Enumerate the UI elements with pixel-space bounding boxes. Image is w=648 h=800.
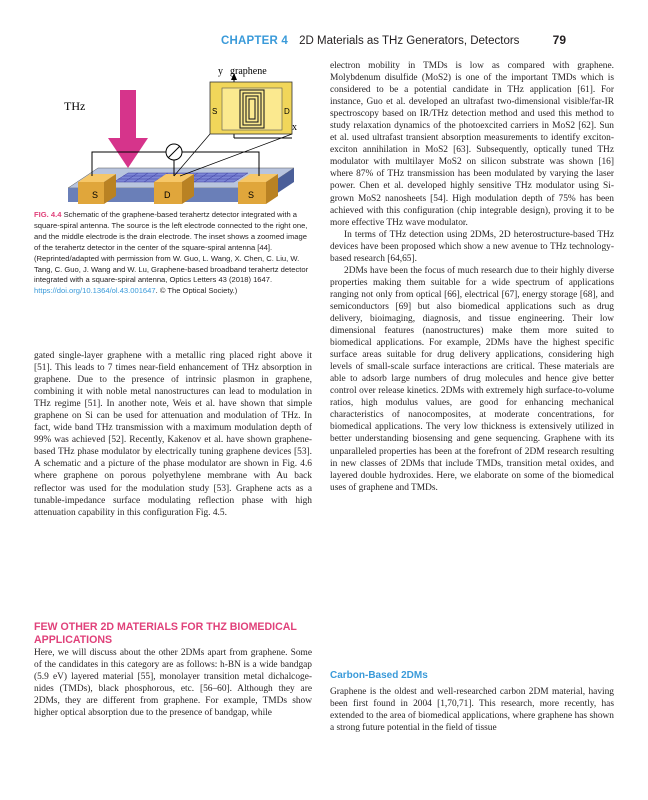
page-number: 79 [552, 33, 566, 47]
drain-label: D [164, 190, 171, 200]
right-paragraph-2: In terms of THz detection using 2DMs, 2D heterostructure-based THz devices have been proposed which show a new avenue to THz technology-based research [64,65]. [330, 229, 614, 264]
caption-end: . © The Optical Society.) [155, 286, 238, 296]
thz-label: THz [64, 99, 86, 113]
caption-doi-link[interactable]: https://doi.org/10.1364/ol.43.001647 [34, 286, 156, 296]
figure-label: FIG. 4.4 [34, 210, 62, 219]
x-axis-label: x [292, 122, 297, 133]
right-column-body-2 [330, 686, 614, 734]
running-header [221, 33, 566, 47]
y-axis-label: y [218, 66, 223, 77]
chapter-label: CHAPTER 4 [220, 35, 288, 47]
caption-text: Schematic of the graphene-based terahertz detector integrated with a square-spiral antenna. The source is the left electrode connected to the right one, and the middle electrode is the drain electrode. The inset shows a zoomed image of the terahertz detector in the center of the square-spiral antenna [44]. (Reprinted/adapted with permission from W. Guo, L. Wang, X. Chen, C. Liu, W. Tang, C. Guo, J. Wang and W. Lu, Graphene-based broadband terahertz detector integrated with a square-spiral antenna, Optics Letters 43 (2018) 1647. [34, 210, 309, 285]
drain-electrode-middle [154, 174, 194, 204]
right-column-body [330, 60, 614, 494]
left-column-body [34, 350, 312, 519]
inset-zoom [210, 66, 297, 138]
thz-arrow-shaft [120, 90, 136, 142]
left-paragraph-1: gated single-layer graphene with a metallic ring placed right above it [51]. This leads to 7 times near-field enhancement of THz absorption in graphene. Due to the presence of intrinsic plasmon in graphene, combining it with noble metal nanostructures can lead to modulation in THz regime [51]. In another note, Weis et al. have shown that simple graphene on Si can be used for attenuation and modulation of THz. In fact, wide band THz transmission with a maximum modulation depth of 99% was achieved [52]. Recently, Kakenov et al. have shown graphene-based THz phase modulator by electrically tuning graphene devices [53]. A schematic and a picture of the phase modulator are shown in Fig. 4.6 where graphene on porous polyethylene membrane with Au back reflector was used for the modulation study [53]. Graphene acts as a tunable-impedance surface modulating reflection phase with high attenuation capability in this configuration Fig. 4.5. [34, 351, 312, 518]
thz-arrow-head [108, 138, 148, 168]
section-heading: FEW OTHER 2D MATERIALS FOR THZ BIOMEDICAL APPLICATIONS [34, 621, 297, 646]
left-paragraph-2: Here, we will discuss about the other 2DMs apart from graphene. Some of the candidates in this category are as follows: h-BN is a wide bandgap (5.9 eV) layered material [55], monolayer transition metal dichalcoge-nides (TMDs), black phosphorous, etc. [56–60]. Although they are 2DMs, they are different from graphene. For example, TMDs show higher optical absorption due to the presence of bandgap, while [34, 648, 312, 719]
source-right-label: S [248, 190, 255, 200]
inset-source-label: S [212, 107, 218, 116]
inset-antenna-area [222, 88, 282, 130]
graphene-label: graphene [230, 66, 267, 77]
subsection-heading: Carbon-Based 2DMs [330, 670, 428, 681]
right-paragraph-1: electron mobility in TMDs is low as compared with graphene. Molybdenum disulfide (MoS2) is one of the important TMDs which is considered to be a potential candidate in THz application [61]. For instance, Guo et al. developed an ultrafast two-dimensional visible/far-IR spectroscopy based on IR/THz detection method and used this method to study relaxation dynamics of the photoexcited carriers in MoS2 [62]. Sun et al. used ultrafast transient absorption measurements to identify exciton-exciton annihilation in MoS2 [63]. Subsequently, optically tuned THz modulator with multilayer MoS2 on silicon substrate was shown [16] where 87% of THz transmission has been modulated by varying the laser power. Chen et al. developed highly sensitive THz modulator using Si-grown MoS2 nanosheets [54]. High modulation depth of 75% has been achieved with this configuration (chip integrable design), proving it to be more effective THz wave modulator. [330, 61, 614, 228]
figure-caption [34, 210, 312, 297]
figure-4-4-schematic [34, 60, 312, 208]
inset-drain-label: D [284, 107, 290, 116]
left-column-body-2 [34, 647, 312, 719]
source-electrode-right [238, 174, 278, 204]
right-paragraph-3: 2DMs have been the focus of much research due to their highly diverse properties making them suitable for a wide spectrum of applications ranging not only from optical [66], electrical [67], energy storage [68], and semiconductors [69] but also biomedical applications such as drug delivery, bioimaging, diagnosis, and tissue engineering. Their low dimensional features (nanostructures) make them more suited to biomedical applications. For example, 2DMs have the highest specific surface areas suitable for drug delivery applications, considering high levels of small-scale surface interactions are critical. These materials are able to adsorb large numbers of drug molecules and hence give better control over release kinetics. 2DMs with extremely high surface-to-volume ratios, high modulus values, are good for enhancing mechanical characteristics of nanocomposites, at moderate concentrations, for biomedical applications. The very low thickness is extensively utilized in better understanding biosensing and gene sequencing. Graphene with its unparalleled properties has been at the forefront of 2DM research resulting in new classes of 2DMs that include TMDs, transition metal oxides, and layered double hydroxides. Here, we elaborate on some of the biomedical uses of graphene and TMDs. [330, 265, 614, 493]
source-left-label: S [92, 190, 99, 200]
chapter-title: 2D Materials as THz Generators, Detectors [299, 35, 520, 47]
right-paragraph-4: Graphene is the oldest and well-researched carbon 2DM material, having been first found in 2004 [1,70,71]. This research, more recently, has extended to the area of biomedical applications, where graphene has shown a strong future potential in the field of tissue [330, 687, 614, 734]
